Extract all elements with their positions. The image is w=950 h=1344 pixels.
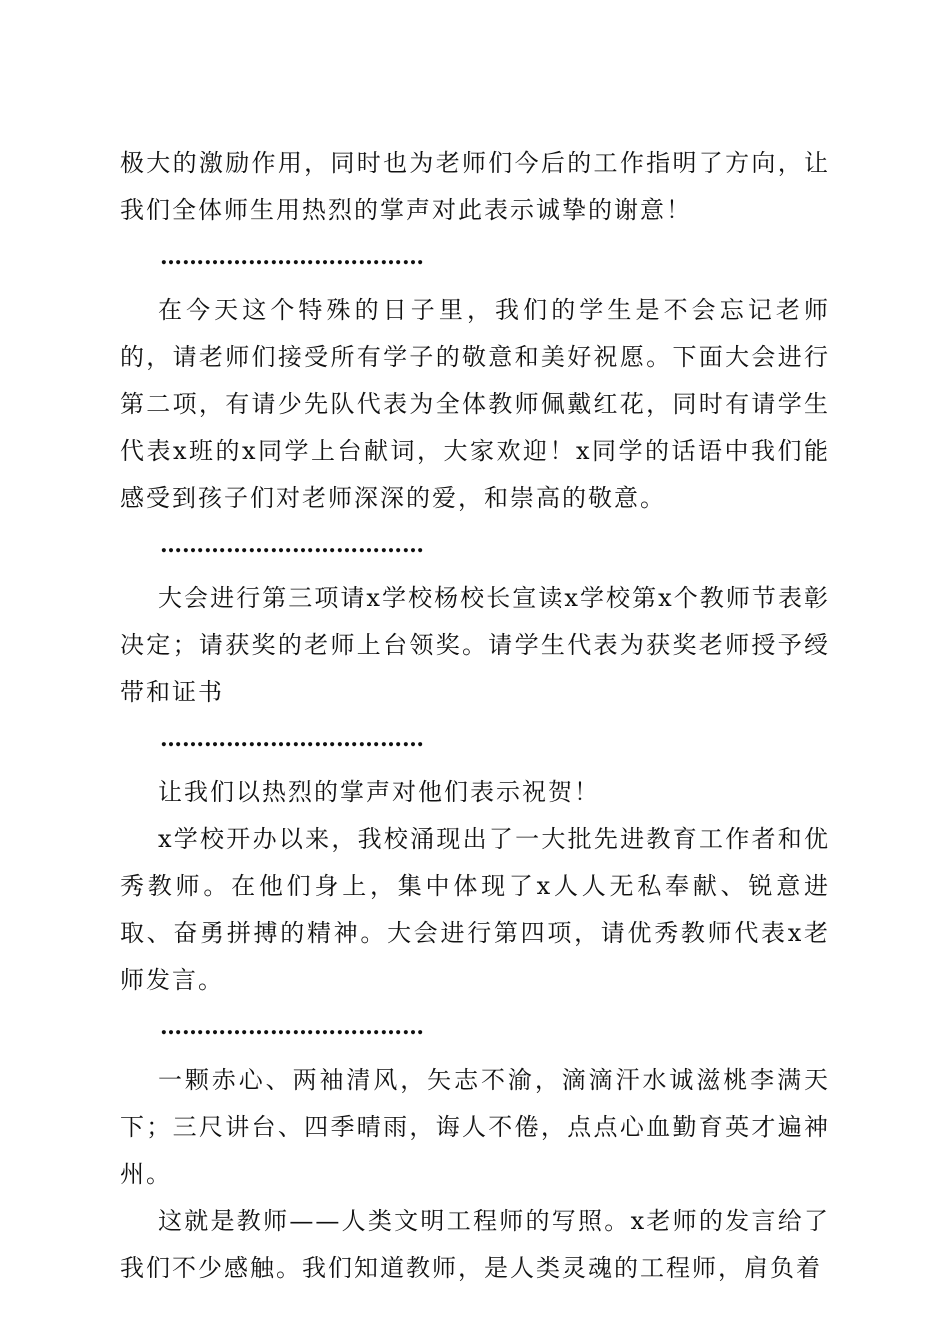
ellipsis-separator: ……………………………… <box>160 532 424 558</box>
paragraph-teacher-portrait: 这就是教师——人类文明工程师的写照。x老师的发言给了我们不少感触。我们知道教师，是人类灵魂的工程师，肩负着 <box>120 1207 830 1282</box>
paragraph-item-four: x学校开办以来，我校涌现出了一大批先进教育工作者和优秀教师。在他们身上，集中体现了x人人无私奉献、锐意进取、奋勇拼搏的精神。大会进行第四项，请优秀教师代表x老师发言。 <box>120 825 830 994</box>
paragraph-opening-continuation: 极大的激励作用，同时也为老师们今后的工作指明了方向，让我们全体师生用热烈的掌声对此表示诚挚的谢意！ <box>120 149 830 224</box>
paragraph-item-two: 在今天这个特殊的日子里，我们的学生是不会忘记老师的，请老师们接受所有学子的敬意和美好祝愿。下面大会进行第二项，有请少先队代表为全体教师佩戴红花，同时有请学生代表x班的x同学上台献词，大家欢迎！x同学的话语中我们能感受到孩子们对老师深深的爱，和崇高的敬意。 <box>120 296 830 512</box>
ellipsis-separator: ……………………………… <box>160 1014 424 1040</box>
ellipsis-separator: ……………………………… <box>160 244 424 270</box>
ellipsis-separator: ……………………………… <box>160 726 424 752</box>
paragraph-item-three: 大会进行第三项请x学校杨校长宣读x学校第x个教师节表彰决定；请获奖的老师上台领奖。请学生代表为获奖老师授予绶带和证书 <box>120 584 830 706</box>
paragraph-couplet: 一颗赤心、两袖清风，矢志不渝，滴滴汗水诚滋桃李满天下；三尺讲台、四季晴雨，诲人不倦，点点心血勤育英才遍神州。 <box>120 1066 830 1188</box>
paragraph-congratulations: 让我们以热烈的掌声对他们表示祝贺！ <box>158 778 600 806</box>
document-body <box>120 140 830 1292</box>
